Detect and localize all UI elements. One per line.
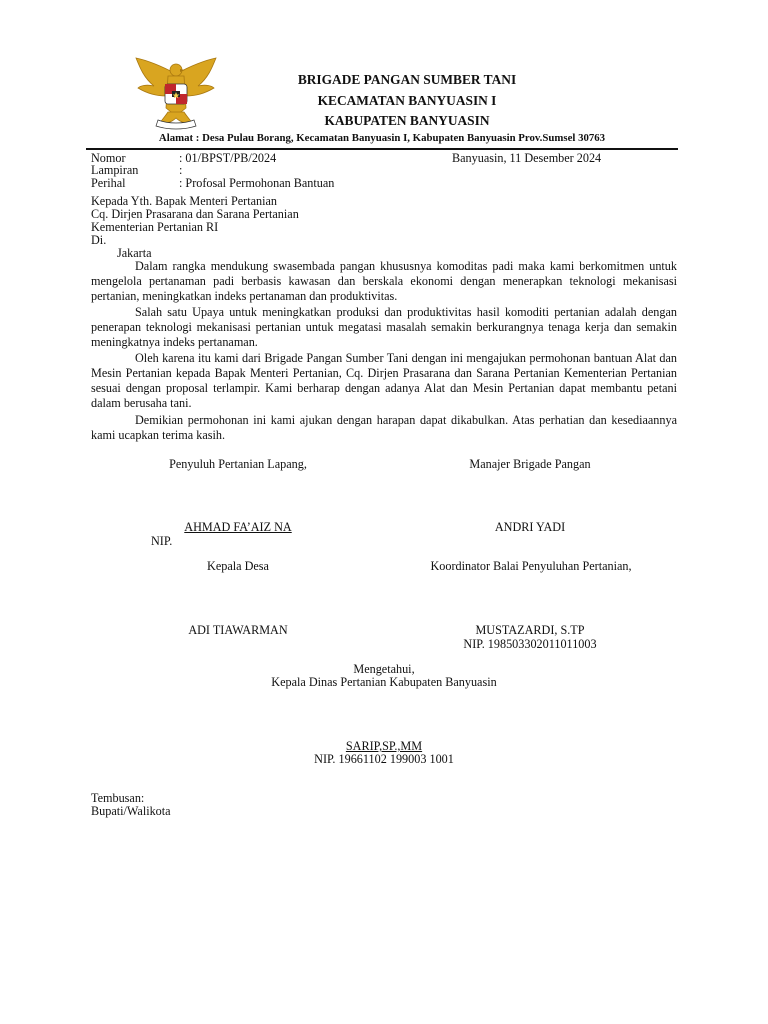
signer-kades-title: Kepala Desa bbox=[207, 559, 269, 573]
signer-ppl-nip: NIP. bbox=[151, 534, 173, 548]
kop-title-line1: BRIGADE PANGAN SUMBER TANI bbox=[297, 72, 517, 87]
signer-kadis-title: Kepala Dinas Pertanian Kabupaten Banyuasin bbox=[271, 675, 497, 689]
signer-ppl-name: AHMAD FA’AIZ NA bbox=[184, 520, 292, 534]
body-paragraph-3: Oleh karena itu kami dari Brigade Pangan Sumber Tani dengan ini mengajukan permohonan bantuan Alat dan Mesin Pertanian kepada Bapak Menteri Pertanian, Cq. Dirjen Prasarana dan Sarana Pertanian Kementerian Pertanian sesuai dengan proposal terlampir. Kami berharap dengan adanya Alat dan Mesin Pertanian dapat membantu petani dalam berusaha tani. bbox=[91, 351, 677, 410]
nomor-label: Nomor bbox=[91, 151, 126, 165]
recipient-line3: Kementerian Pertanian RI bbox=[91, 220, 219, 234]
kop-address: Alamat : Desa Pulau Borang, Kecamatan Banyuasin I, Kabupaten Banyuasin Prov.Sumsel 30763 bbox=[158, 132, 606, 144]
tembusan-label: Tembusan: bbox=[91, 791, 145, 805]
tembusan-item: Bupati/Walikota bbox=[91, 804, 171, 818]
recipient-line4: Di. bbox=[91, 233, 107, 247]
lampiran-value: : bbox=[179, 163, 183, 177]
signer-bpp-title: Koordinator Balai Penyuluhan Pertanian, bbox=[430, 559, 632, 573]
recipient-line5: Jakarta bbox=[117, 246, 152, 260]
body-paragraph-1: Dalam rangka mendukung swasembada pangan khususnya komoditas padi maka kami berkomitmen untuk mengelola pertanaman padi berbasis kawasan dan berskala ekonomi dengan menerapkan teknologi mekanisasi pertanian, meningkatkan indeks pertanaman dan produktivitas. bbox=[91, 259, 677, 303]
recipient-line1: Kepada Yth. Bapak Menteri Pertanian bbox=[91, 194, 278, 208]
body-paragraph-2: Salah satu Upaya untuk meningkatkan produksi dan produktivitas hasil komoditi pertanian adalah dengan penerapan teknologi mekanisasi pertanian untuk megatasi masalah semakin berkurangnya tenaga kerja dan semakin meningkatnya indeks pertanaman. bbox=[91, 305, 677, 349]
lampiran-label: Lampiran bbox=[91, 163, 139, 177]
perihal-value: : Profosal Permohonan Bantuan bbox=[179, 176, 335, 190]
header-divider bbox=[86, 148, 678, 150]
perihal-label: Perihal bbox=[91, 176, 126, 190]
recipient-line2: Cq. Dirjen Prasarana dan Sarana Pertanian bbox=[91, 207, 299, 221]
signer-kadis-nip: NIP. 19661102 199003 1001 bbox=[314, 752, 454, 766]
body-paragraph-4: Demikian permohonan ini kami ajukan dengan harapan dapat dikabulkan. Atas perhatian dan kesediaannya kami ucapkan terima kasih. bbox=[91, 413, 677, 442]
garuda-emblem-icon bbox=[132, 56, 220, 130]
signer-kadis-name: SARIP,SP.,MM bbox=[345, 739, 423, 753]
acknowledge-label: Mengetahui, bbox=[353, 662, 415, 676]
signer-manager-title: Manajer Brigade Pangan bbox=[469, 457, 591, 471]
signer-kades-name: ADI TIAWARMAN bbox=[188, 623, 288, 637]
signer-bpp-name: MUSTAZARDI, S.TP bbox=[475, 623, 585, 637]
signer-bpp-nip: NIP. 198503302011011003 bbox=[463, 637, 597, 651]
signer-manager-name: ANDRI YADI bbox=[494, 520, 566, 534]
meta-perihal-row bbox=[91, 176, 681, 190]
meta-lampiran-row bbox=[91, 163, 681, 177]
kop-title-line3: KABUPATEN BANYUASIN bbox=[324, 113, 490, 128]
nomor-value: : 01/BPST/PB/2024 bbox=[179, 151, 277, 165]
place-date: Banyuasin, 11 Desember 2024 bbox=[452, 151, 602, 165]
signer-ppl-title: Penyuluh Pertanian Lapang, bbox=[169, 457, 307, 471]
kop-title-line2: KECAMATAN BANYUASIN I bbox=[317, 93, 497, 108]
